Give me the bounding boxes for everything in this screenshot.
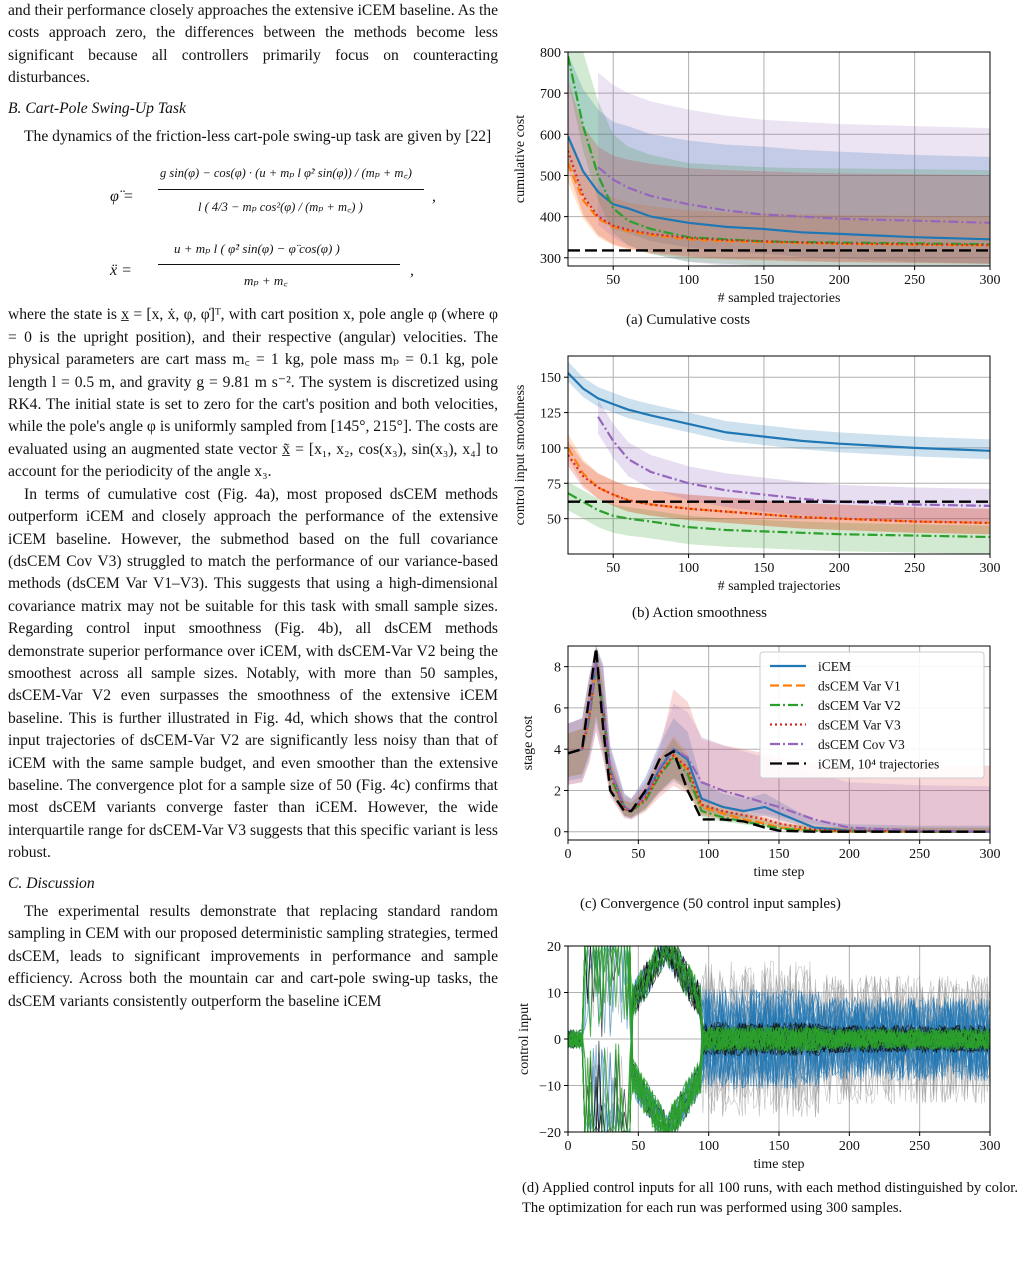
legend-label-icem: iCEM bbox=[818, 659, 852, 674]
plot-area bbox=[568, 52, 990, 266]
x-tick-label: 150 bbox=[768, 847, 790, 862]
left-column bbox=[8, 0, 498, 1013]
chart-control-inputs bbox=[517, 936, 1020, 1176]
x-tick-label: 50 bbox=[606, 561, 621, 576]
x-tick-label: 50 bbox=[631, 1139, 646, 1154]
x-tick-label: 250 bbox=[909, 847, 931, 862]
paragraph: The dynamics of the friction-less cart-pole swing-up task are given by [22] bbox=[24, 128, 492, 146]
y-tick-label: 300 bbox=[540, 251, 561, 267]
figure-caption-b: (b) Action smoothness bbox=[632, 605, 767, 621]
equation-x-numerator: u + mₚ l ( φ̇² sin(φ) − φ̈ cos(φ) ) bbox=[174, 241, 340, 257]
paragraph: and their performance closely approaches the extensive iCEM baseline. As the costs approach zero, the differences between the methods become less significant because all controllers primarily focus on counteracting disturbances. bbox=[8, 2, 498, 87]
y-tick-label: 150 bbox=[540, 371, 561, 387]
x-tick-label: 100 bbox=[678, 273, 700, 288]
y-tick-label: 50 bbox=[547, 512, 561, 528]
equation-comma: , bbox=[432, 188, 436, 206]
x-axis-label: time step bbox=[753, 865, 805, 880]
x-tick-label: 250 bbox=[909, 1139, 931, 1154]
x-axis-label: time step bbox=[753, 1157, 805, 1172]
y-tick-label: 400 bbox=[540, 210, 561, 226]
y-tick-label: 800 bbox=[540, 46, 561, 61]
x-tick-label: 200 bbox=[838, 847, 860, 862]
x-tick-label: 100 bbox=[698, 1139, 720, 1154]
legend-label-var_v2: dsCEM Var V2 bbox=[818, 698, 901, 713]
legend-label-cov_v3: dsCEM Cov V3 bbox=[818, 737, 905, 752]
x-tick-label: 150 bbox=[753, 273, 775, 288]
x-tick-label: 100 bbox=[698, 847, 720, 862]
y-axis-label: stage cost bbox=[521, 715, 536, 771]
plot-area bbox=[568, 362, 990, 554]
x-tick-label: 200 bbox=[828, 273, 850, 288]
x-tick-label: 150 bbox=[768, 1139, 790, 1154]
y-axis-label: cumulative cost bbox=[513, 114, 528, 204]
figure-caption-a: (a) Cumulative costs bbox=[626, 312, 751, 328]
figure-caption-d: (d) Applied control inputs for all 100 runs, with each method distinguished by color. The optimization for each run was performed using 300 samples. bbox=[522, 1180, 1018, 1216]
y-tick-label: 20 bbox=[547, 940, 561, 955]
legend-label-var_v3: dsCEM Var V3 bbox=[818, 717, 901, 733]
y-tick-label: 500 bbox=[540, 169, 561, 185]
y-tick-label: 4 bbox=[554, 743, 561, 759]
y-tick-label: 75 bbox=[547, 477, 561, 493]
x-tick-label: 300 bbox=[979, 847, 1001, 862]
y-tick-label: −10 bbox=[539, 1079, 561, 1095]
paragraph: In terms of cumulative cost (Fig. 4a), most proposed dsCEM methods outperform iCEM and closely approach the performance of the extensive iCEM baseline. However, the submethod based on the full covariance (dsCEM Cov V3) struggled to match the performance of our variance-based methods (dsCEM Var V1–V3). This suggests that using a high-dimensional covariance matrix may not be suitable for this task with small sample sizes. Regarding control input smoothness (Fig. 4b), all dsCEM methods demonstrate superior performance over iCEM, with dsCEM-Var V2 being the smoothest across all sample sizes. Notably, with more than 50 samples, dsCEM-Var V2 even surpasses the smoothness of the extensive iCEM baseline. This is further illustrated in Fig. 4d, which shows that the control input trajectories of dsCEM-Var V2 are significantly less noisy than that of iCEM with the same sample budget, and even smoother than the extensive baseline. The convergence plot for a sample size of 50 (Fig. 4c) confirms that most dsCEM variants converge faster than iCEM. However, the wide interquartile range for dsCEM-Var V3 suggests that this specific variant is less robust. bbox=[8, 485, 498, 862]
x-tick-label: 250 bbox=[904, 561, 926, 576]
y-tick-label: 0 bbox=[554, 825, 561, 841]
x-tick-label: 0 bbox=[564, 1139, 572, 1154]
equation-x-denominator: mₚ + m꜀ bbox=[244, 273, 288, 289]
x-tick-label: 200 bbox=[828, 561, 850, 576]
equation-phi-numerator: g sin(φ) − cos(φ) · (u + mₚ l φ̇² sin(φ)) / (mₚ + m꜀) bbox=[160, 166, 412, 181]
y-tick-label: 100 bbox=[540, 441, 561, 457]
y-axis-label: control input bbox=[517, 1003, 532, 1075]
fraction-bar bbox=[158, 189, 424, 190]
x-tick-label: 300 bbox=[979, 1139, 1001, 1154]
section-title: B. Cart-Pole Swing-Up Task bbox=[8, 99, 186, 117]
x-tick-label: 300 bbox=[979, 273, 1001, 288]
x-tick-label: 300 bbox=[979, 561, 1001, 576]
x-tick-label: 50 bbox=[631, 847, 646, 862]
paragraph: where the state is x̲ = [x, ẋ, φ, φ̇]ᵀ, with cart position x, pole angle φ (where φ = 0 is the upright position), and their respective (angular) velocities. The physical parameters are cart mass m꜀ = 1 kg, pole mass mₚ = 0.1 kg, pole length l = 0.5 m, and gravity g = 9.81 m s⁻². The system is discretized using RK4. The initial state is set to zero for the cart's position and both velocities, while the pole's angle φ is uniformly sampled from [145°, 215°]. The costs are evaluated using an augmented state vector x̲̃ = [x₁, x₂, cos(x₃), sin(x₃), x₄] to account for the periodicity of the angle x₃. bbox=[8, 306, 498, 481]
y-tick-label: 8 bbox=[554, 660, 561, 676]
chart-action-smoothness bbox=[513, 346, 1020, 604]
equation-comma: , bbox=[410, 262, 414, 280]
y-tick-label: 125 bbox=[540, 406, 561, 422]
y-tick-label: 10 bbox=[547, 986, 561, 1002]
x-tick-label: 250 bbox=[904, 273, 926, 288]
equation-x-lhs: ẍ = bbox=[110, 262, 132, 280]
y-tick-label: 0 bbox=[554, 1033, 561, 1048]
x-axis-label: # sampled trajectories bbox=[717, 291, 841, 306]
equation-phi-denominator: l ( 4/3 − mₚ cos²(φ) / (mₚ + m꜀) ) bbox=[198, 200, 363, 215]
equation-phi-lhs: φ̈ = bbox=[110, 188, 134, 206]
paragraph: The experimental results demonstrate that replacing standard random sampling in CEM with our proposed deterministic sampling strategies, termed dsCEM, leads to significant improvements in performance and sample efficiency. Across both the mountain car and cart-pole swing-up tasks, the dsCEM variants consistently outperform the baseline iCEM bbox=[8, 903, 498, 1010]
legend-label-var_v1: dsCEM Var V1 bbox=[818, 678, 901, 694]
figure-caption-c: (c) Convergence (50 control input samples) bbox=[580, 896, 841, 912]
x-tick-label: 100 bbox=[678, 561, 700, 576]
equation-block bbox=[8, 152, 498, 300]
x-axis-label: # sampled trajectories bbox=[717, 579, 841, 594]
y-tick-label: 6 bbox=[554, 701, 561, 717]
x-tick-label: 0 bbox=[564, 847, 572, 862]
chart-cumulative-costs bbox=[513, 40, 1020, 310]
x-tick-label: 150 bbox=[753, 561, 775, 576]
fraction-bar bbox=[158, 264, 400, 265]
y-tick-label: −20 bbox=[539, 1126, 561, 1141]
y-tick-label: 2 bbox=[554, 784, 561, 800]
x-tick-label: 200 bbox=[838, 1139, 860, 1154]
y-axis-label: control input smoothness bbox=[513, 384, 528, 526]
y-tick-label: 700 bbox=[540, 87, 561, 103]
x-tick-label: 50 bbox=[606, 273, 621, 288]
section-title: C. Discussion bbox=[8, 874, 95, 892]
chart-convergence bbox=[520, 636, 1020, 894]
legend-label-baseline: iCEM, 10⁴ trajectories bbox=[818, 756, 940, 772]
y-tick-label: 600 bbox=[540, 128, 561, 144]
